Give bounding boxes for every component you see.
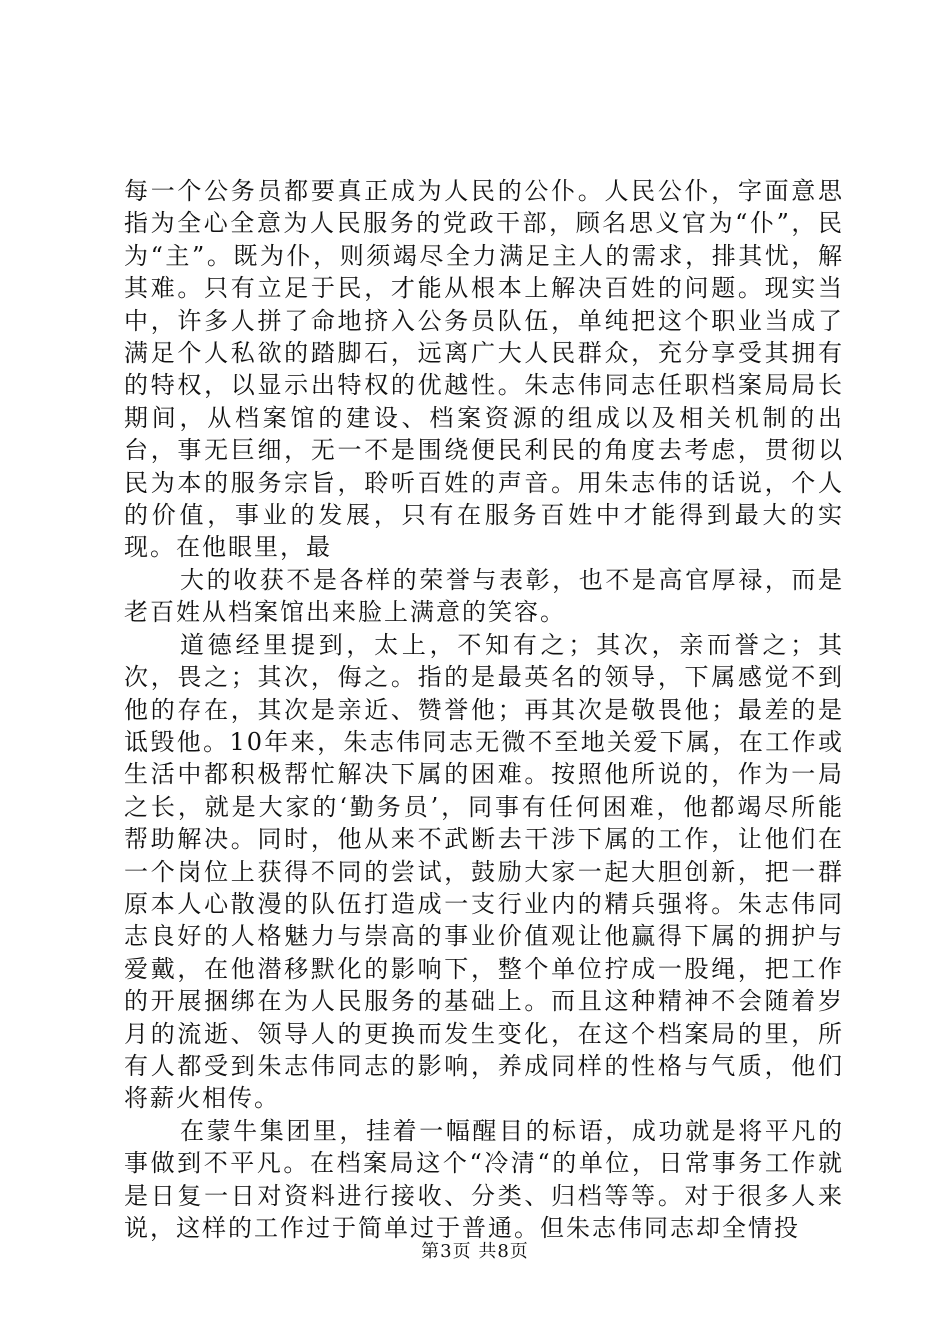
document-body (124, 175, 844, 1244)
page-number-footer: 第3页 共8页 (421, 1241, 529, 1262)
paragraph-1: 每一个公务员都要真正成为人民的公仆。人民公仆，字面意思指为全心全意为人民服务的党政干部，顾名思义官为“仆”，民为“主”。既为仆，则须竭尽全力满足主人的需求，排其忧，解其难。只有立足于民，才能从根本上解决百姓的问题。现实当中，许多人拼了命地挤入公务员队伍，单纯把这个职业当成了满足个人私欲的踏脚石，远离广大人民群众，充分享受其拥有的特权，以显示出特权的优越性。朱志伟同志任职档案局局长期间，从档案馆的建设、档案资源的组成以及相关机制的出台，事无巨细，无一不是围绕便民利民的角度去考虑，贯彻以民为本的服务宗旨，聆听百姓的声音。用朱志伟的话说，个人的价值，事业的发展，只有在服务百姓中才能得到最大的实现。在他眼里，最 (124, 177, 844, 562)
paragraph-2: 大的收获不是各样的荣誉与表彰，也不是高官厚禄，而是老百姓从档案馆出来脸上满意的笑容。 (124, 565, 844, 627)
paragraph-3: 道德经里提到，太上，不知有之；其次，亲而誉之；其次，畏之；其次，侮之。指的是最英名的领导，下属感觉不到他的存在，其次是亲近、赞誉他；再其次是敬畏他；最差的是诋毁他。10年来，朱志伟同志无微不至地关爱下属，在工作或生活中都积极帮忙解决下属的困难。按照他所说的，作为一局之长，就是大家的‘勤务员’，同事有任何困难，他都竭尽所能帮助解决。同时，他从来不武断去干涉下属的工作，让他们在一个岗位上获得不同的尝试，鼓励大家一起大胆创新，把一群原本人心散漫的队伍打造成一支行业内的精兵强将。朱志伟同志良好的人格魅力与崇高的事业价值观让他赢得下属的拥护与爱戴，在他潜移默化的影响下，整个单位拧成一股绳，把工作的开展捆绑在为人民服务的基础上。而且这种精神不会随着岁月的流逝、领导人的更换而发生变化，在这个档案局的里，所有人都受到朱志伟同志的影响，养成同样的性格与气质，他们将薪火相传。 (124, 630, 844, 1113)
paragraph-4: 在蒙牛集团里，挂着一幅醒目的标语，成功就是将平凡的事做到不平凡。在档案局这个“冷清“的单位，日常事务工作就是日复一日对资料进行接收、分类、归档等等。对于很多人来说，这样的工作过于简单过于普通。但朱志伟同志却全情投 (124, 1116, 844, 1242)
